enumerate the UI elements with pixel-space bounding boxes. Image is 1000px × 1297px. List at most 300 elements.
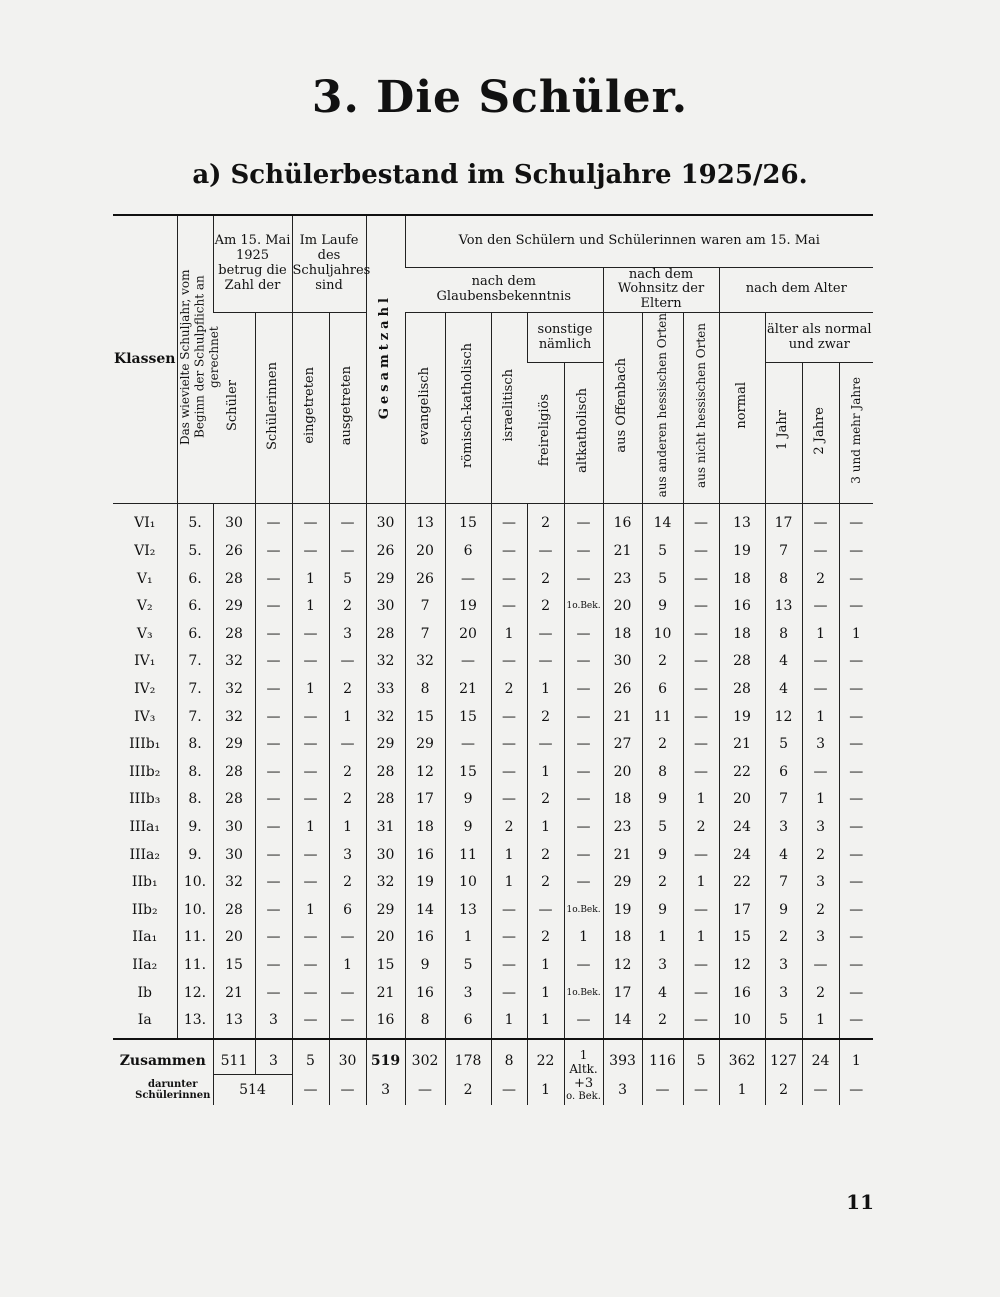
schuljahr-cell: 7. [177, 648, 213, 676]
header-schuelerinnen-text: Schülerinnen [265, 361, 281, 450]
table-row [113, 620, 873, 648]
value-cell: 30 [366, 841, 405, 869]
header-jahr1-text: 1 Jahr [775, 410, 791, 451]
value-cell: 32 [213, 868, 255, 896]
value-cell: — [292, 730, 329, 758]
value-cell: 1 [329, 813, 366, 841]
value-cell: 2 [642, 648, 683, 676]
value-cell: — [564, 503, 603, 537]
value-cell: 29 [405, 730, 445, 758]
value-cell: 1 [839, 620, 873, 648]
value-cell: 32 [405, 648, 445, 676]
summary-row-darunter [113, 1074, 873, 1105]
value-cell: — [329, 979, 366, 1007]
value-cell: — [802, 648, 839, 676]
value-cell: 13 [445, 896, 491, 924]
value-cell: 9 [405, 951, 445, 979]
header-gesamtzahl [366, 215, 405, 503]
header-am15mai: Am 15. Mai 1925 betrug die Zahl der [213, 215, 292, 313]
value-cell: — [292, 841, 329, 869]
value-cell: 30 [603, 648, 642, 676]
header-ausgetreten [329, 313, 366, 503]
d-normal: 1 [719, 1074, 765, 1105]
header-eingetreten-text: eingetreten [302, 367, 318, 444]
klasse-cell: IIa₂ [132, 956, 158, 973]
value-cell: 17 [405, 786, 445, 814]
value-cell: 1 [527, 1006, 564, 1039]
value-cell: — [292, 503, 329, 537]
value-cell: — [683, 841, 719, 869]
value-cell: — [255, 537, 292, 565]
sum-altk-line1: 1 Altk. [569, 1047, 598, 1076]
value-cell: — [839, 896, 873, 924]
value-cell: 18 [603, 620, 642, 648]
klasse-cell: VI₂ [134, 543, 156, 560]
value-cell: — [255, 592, 292, 620]
value-cell: — [839, 730, 873, 758]
value-cell: 15 [405, 703, 445, 731]
value-cell: 5 [445, 951, 491, 979]
value-cell: 7 [405, 620, 445, 648]
value-cell: 6 [765, 758, 802, 786]
value-cell: 32 [366, 868, 405, 896]
value-cell: 6 [445, 1006, 491, 1039]
table-row [113, 675, 873, 703]
value-cell: — [255, 675, 292, 703]
value-cell: 2 [329, 786, 366, 814]
value-cell: 29 [366, 730, 405, 758]
sum-jahr1: 127 [765, 1039, 802, 1075]
value-cell: 29 [366, 896, 405, 924]
d-katholisch: 2 [445, 1074, 491, 1105]
header-vonden: Von den Schülern und Schülerinnen waren am 15. Mai [405, 215, 873, 267]
value-cell: 2 [527, 924, 564, 952]
value-cell: — [255, 841, 292, 869]
value-cell: 20 [603, 758, 642, 786]
value-cell: 12 [765, 703, 802, 731]
sum-schuelerinnen: 3 [255, 1039, 292, 1075]
value-cell: 3 [765, 979, 802, 1007]
value-cell: — [683, 565, 719, 593]
value-cell: 1 [329, 951, 366, 979]
value-cell: — [802, 537, 839, 565]
schuljahr-cell: 13. [177, 1006, 213, 1039]
table-row [113, 758, 873, 786]
value-cell: — [564, 703, 603, 731]
d-jahre3: — [839, 1074, 873, 1105]
value-cell: — [839, 868, 873, 896]
value-cell: 28 [719, 675, 765, 703]
value-cell: 1o.Bek. [564, 592, 603, 620]
value-cell: — [491, 896, 527, 924]
value-cell: 16 [405, 924, 445, 952]
value-cell: — [683, 537, 719, 565]
value-cell: 30 [366, 503, 405, 537]
value-cell: 3 [329, 841, 366, 869]
sum-anderen-orte: 116 [642, 1039, 683, 1075]
value-cell: 21 [366, 979, 405, 1007]
value-cell: — [255, 868, 292, 896]
value-cell: — [329, 730, 366, 758]
table-row [113, 1006, 873, 1039]
value-cell: 32 [213, 648, 255, 676]
header-jahr1 [765, 363, 802, 503]
value-cell: 26 [405, 565, 445, 593]
value-cell: 11 [642, 703, 683, 731]
header-katholisch [445, 313, 491, 503]
value-cell: 5 [642, 813, 683, 841]
value-cell: 9 [445, 813, 491, 841]
value-cell: 8 [405, 675, 445, 703]
value-cell: — [491, 648, 527, 676]
value-cell: — [329, 924, 366, 952]
value-cell: — [491, 537, 527, 565]
value-cell: — [564, 537, 603, 565]
value-cell: — [292, 703, 329, 731]
sum-altkatholisch [564, 1039, 603, 1105]
value-cell: 15 [719, 924, 765, 952]
value-cell: 13 [765, 592, 802, 620]
value-cell: 22 [719, 868, 765, 896]
header-altkatholisch [564, 363, 603, 503]
value-cell: — [564, 565, 603, 593]
value-cell: — [564, 813, 603, 841]
value-cell: 7 [405, 592, 445, 620]
value-cell: — [255, 951, 292, 979]
value-cell: 2 [527, 565, 564, 593]
value-cell: 5 [642, 537, 683, 565]
d-ausgetreten: — [329, 1074, 366, 1105]
header-klassen: Klassen [113, 215, 177, 503]
value-cell: 11 [445, 841, 491, 869]
value-cell: 1 [527, 979, 564, 1007]
value-cell: 17 [765, 503, 802, 537]
value-cell: 8 [642, 758, 683, 786]
value-cell: — [491, 503, 527, 537]
value-cell: 1 [683, 786, 719, 814]
value-cell: — [292, 758, 329, 786]
header-eingetreten [292, 313, 329, 503]
klasse-cell: Ib [137, 984, 152, 1001]
value-cell: — [802, 503, 839, 537]
darunter-label: darunter Schülerinnen [135, 1078, 211, 1101]
value-cell: — [527, 896, 564, 924]
value-cell: 26 [366, 537, 405, 565]
value-cell: — [292, 786, 329, 814]
klasse-cell: IIa₁ [132, 929, 158, 946]
table-body [113, 503, 873, 1039]
schuljahr-cell: 8. [177, 730, 213, 758]
value-cell: 1 [527, 675, 564, 703]
schuljahr-cell: 5. [177, 537, 213, 565]
value-cell: 28 [213, 786, 255, 814]
d-jahre2: — [802, 1074, 839, 1105]
value-cell: 12 [405, 758, 445, 786]
value-cell: 1o.Bek. [564, 896, 603, 924]
d-freireligioes: 1 [527, 1074, 564, 1105]
value-cell: — [839, 786, 873, 814]
value-cell: — [527, 648, 564, 676]
value-cell: 2 [329, 675, 366, 703]
value-cell: 5 [765, 1006, 802, 1039]
value-cell: — [564, 841, 603, 869]
value-cell: 3 [802, 730, 839, 758]
value-cell: 28 [366, 786, 405, 814]
value-cell: 10 [719, 1006, 765, 1039]
value-cell: 20 [603, 592, 642, 620]
value-cell: 10 [642, 620, 683, 648]
header-imlaufe: Im Laufe des Schuljahres sind [292, 215, 366, 313]
value-cell: 2 [642, 1006, 683, 1039]
table-row [113, 503, 873, 537]
value-cell: — [292, 537, 329, 565]
klasse-cell: IIIa₂ [129, 846, 161, 863]
value-cell: 1 [292, 592, 329, 620]
value-cell: 7 [765, 537, 802, 565]
value-cell: 33 [366, 675, 405, 703]
value-cell: 21 [213, 979, 255, 1007]
d-gesamtzahl: 3 [366, 1074, 405, 1105]
value-cell: — [255, 979, 292, 1007]
header-nicht-hessisch [683, 313, 719, 503]
value-cell: 28 [719, 648, 765, 676]
d-offenbach: 3 [603, 1074, 642, 1105]
schuljahr-cell: 11. [177, 951, 213, 979]
value-cell: 9 [642, 592, 683, 620]
table-row [113, 924, 873, 952]
table-row [113, 813, 873, 841]
header-nicht-hessisch-text: aus nicht hessischen Orten [693, 323, 708, 488]
value-cell: 31 [366, 813, 405, 841]
value-cell: 32 [213, 675, 255, 703]
value-cell: 19 [719, 537, 765, 565]
value-cell: — [329, 1006, 366, 1039]
value-cell: 17 [719, 896, 765, 924]
value-cell: 21 [445, 675, 491, 703]
value-cell: — [683, 758, 719, 786]
value-cell: — [839, 592, 873, 620]
value-cell: 32 [366, 703, 405, 731]
header-israelitisch [491, 313, 527, 503]
value-cell: 20 [405, 537, 445, 565]
value-cell: 7 [765, 868, 802, 896]
value-cell: 18 [719, 565, 765, 593]
header-evangelisch-text: evangelisch [416, 366, 432, 445]
header-freireligioes [527, 363, 564, 503]
value-cell: 15 [445, 758, 491, 786]
value-cell: 30 [213, 841, 255, 869]
value-cell: — [683, 620, 719, 648]
value-cell: — [802, 592, 839, 620]
value-cell: — [683, 648, 719, 676]
value-cell: — [292, 951, 329, 979]
sum-normal: 362 [719, 1039, 765, 1075]
header-jahre2-text: 2 Jahre [812, 406, 828, 455]
value-cell: 1 [292, 675, 329, 703]
value-cell: 28 [213, 565, 255, 593]
value-cell: — [683, 703, 719, 731]
value-cell: 20 [719, 786, 765, 814]
value-cell: 22 [719, 758, 765, 786]
header-jahre3-text: 3 und mehr Jahre [849, 377, 864, 484]
value-cell: 16 [405, 979, 445, 1007]
klasse-cell: IIIb₃ [129, 791, 161, 808]
header-evangelisch [405, 313, 445, 503]
value-cell: 1 [802, 620, 839, 648]
value-cell: — [491, 565, 527, 593]
value-cell: 1 [329, 703, 366, 731]
header-glaubensbekenntnis: nach dem Glaubensbekenntnis [405, 267, 603, 313]
value-cell: — [564, 620, 603, 648]
klasse-cell: Ia [113, 1006, 177, 1039]
value-cell: — [491, 786, 527, 814]
header-normal [719, 313, 765, 503]
value-cell: 5 [765, 730, 802, 758]
value-cell: — [683, 896, 719, 924]
d-jahr1: 2 [765, 1074, 802, 1105]
value-cell: — [445, 730, 491, 758]
value-cell: — [255, 786, 292, 814]
value-cell: 10 [445, 868, 491, 896]
value-cell: — [802, 758, 839, 786]
value-cell: 6 [642, 675, 683, 703]
value-cell: 16 [719, 592, 765, 620]
table-summary [113, 1039, 873, 1105]
schuljahr-cell: 6. [177, 620, 213, 648]
value-cell: 24 [719, 813, 765, 841]
value-cell: 1 [802, 786, 839, 814]
value-cell: 29 [603, 868, 642, 896]
value-cell: 1 [445, 924, 491, 952]
value-cell: 14 [405, 896, 445, 924]
klasse-cell: IIb₁ [131, 874, 158, 891]
value-cell: 2 [527, 592, 564, 620]
value-cell: 15 [213, 951, 255, 979]
table-row [113, 951, 873, 979]
value-cell: 2 [642, 868, 683, 896]
value-cell: 1 [683, 924, 719, 952]
value-cell: 3 [802, 868, 839, 896]
value-cell: 27 [603, 730, 642, 758]
value-cell: 14 [642, 503, 683, 537]
value-cell: 18 [719, 620, 765, 648]
value-cell: 1 [802, 1006, 839, 1039]
value-cell: 1 [802, 703, 839, 731]
value-cell: 3 [802, 924, 839, 952]
value-cell: 2 [527, 703, 564, 731]
value-cell: — [839, 565, 873, 593]
table-row [113, 565, 873, 593]
value-cell: 9 [642, 786, 683, 814]
sum-israelitisch: 8 [491, 1039, 527, 1075]
value-cell: — [491, 924, 527, 952]
value-cell: 1 [683, 868, 719, 896]
header-freireligioes-text: freireligiös [536, 394, 552, 467]
sum-offenbach: 393 [603, 1039, 642, 1075]
value-cell: — [839, 675, 873, 703]
value-cell: 1 [491, 1006, 527, 1039]
header-offenbach [603, 313, 642, 503]
header-schuelerinnen [255, 313, 292, 503]
sum-altk-line3: o. Bek. [566, 1090, 601, 1102]
d-eingetreten: — [292, 1074, 329, 1105]
value-cell: 3 [765, 951, 802, 979]
value-cell: — [255, 565, 292, 593]
value-cell: — [292, 924, 329, 952]
value-cell: 28 [366, 620, 405, 648]
value-cell: — [564, 1006, 603, 1039]
d-anderen-orte: — [642, 1074, 683, 1105]
value-cell: — [292, 868, 329, 896]
header-offenbach-text: aus Offenbach [614, 358, 630, 453]
schuljahr-cell: 10. [177, 896, 213, 924]
value-cell: — [564, 951, 603, 979]
value-cell: — [527, 620, 564, 648]
value-cell: — [329, 648, 366, 676]
schuljahr-cell: 9. [177, 813, 213, 841]
sum-total-514 [213, 1074, 292, 1105]
value-cell: 13 [213, 1006, 255, 1039]
table-row [113, 537, 873, 565]
value-cell: 26 [213, 537, 255, 565]
table-row [113, 786, 873, 814]
value-cell: 19 [603, 896, 642, 924]
klasse-cell: IIIb₁ [129, 736, 161, 753]
value-cell: 1 [527, 813, 564, 841]
table-row [113, 703, 873, 731]
student-table-wrapper [113, 214, 873, 1105]
value-cell: — [491, 730, 527, 758]
value-cell: 20 [366, 924, 405, 952]
value-cell: 5 [642, 565, 683, 593]
table-row [113, 841, 873, 869]
table-row [113, 648, 873, 676]
schuljahr-cell: 10. [177, 868, 213, 896]
value-cell: 8 [765, 620, 802, 648]
schuljahr-cell: 11. [177, 924, 213, 952]
value-cell: — [839, 841, 873, 869]
header-sonstige: sonstige nämlich [527, 313, 603, 363]
value-cell: 4 [765, 675, 802, 703]
value-cell: 2 [527, 786, 564, 814]
section-subtitle: a) Schülerbestand im Schuljahre 1925/26. [192, 160, 808, 190]
header-aelter: älter als normal und zwar [765, 313, 873, 363]
sum-nicht-hessisch: 5 [683, 1039, 719, 1075]
value-cell: — [564, 675, 603, 703]
schuljahr-cell: 7. [177, 703, 213, 731]
value-cell: 8 [765, 565, 802, 593]
value-cell: 1 [292, 813, 329, 841]
value-cell: 21 [719, 730, 765, 758]
value-cell: 2 [491, 675, 527, 703]
d-nicht-hessisch: — [683, 1074, 719, 1105]
header-anderen-orte [642, 313, 683, 503]
value-cell: 8 [405, 1006, 445, 1039]
header-jahre2 [802, 363, 839, 503]
value-cell: 4 [765, 648, 802, 676]
value-cell: 12 [719, 951, 765, 979]
value-cell: 30 [213, 503, 255, 537]
klasse-cell: IV₂ [134, 680, 156, 697]
value-cell: 28 [213, 758, 255, 786]
value-cell: 23 [603, 565, 642, 593]
value-cell: 2 [329, 592, 366, 620]
value-cell: 1o.Bek. [564, 979, 603, 1007]
klasse-cell: V₂ [136, 598, 153, 615]
value-cell: 1 [527, 758, 564, 786]
schuljahr-cell: 9. [177, 841, 213, 869]
sum-ausgetreten: 30 [329, 1039, 366, 1075]
